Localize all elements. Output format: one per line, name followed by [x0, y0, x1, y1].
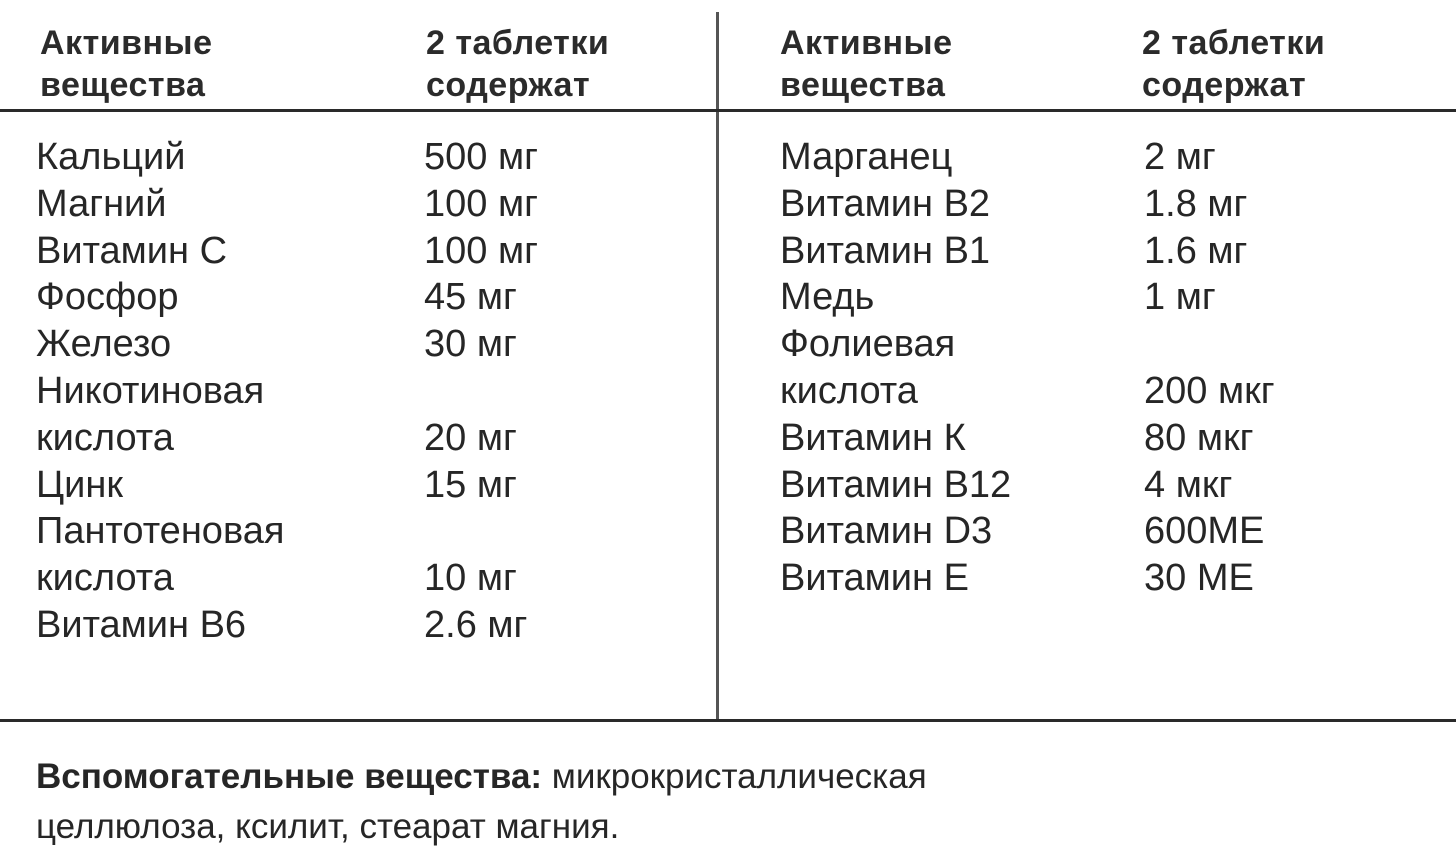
excipients-text-line2: целлюлоза, ксилит, стеарат магния. — [36, 807, 620, 846]
list-item: Витамин В6 — [36, 603, 247, 646]
right-amount-header: 2 таблетки содержат — [1142, 24, 1326, 104]
amount-value — [424, 368, 538, 415]
left-amount-header: 2 таблетки содержат — [426, 24, 610, 104]
amount-value: 15 мг — [424, 463, 517, 506]
list-item: Железо — [36, 323, 172, 366]
list-item: кислота — [36, 416, 174, 459]
list-item: Фолиевая — [780, 323, 956, 366]
amount-value: 2 мг — [1144, 136, 1216, 178]
amount-value: 4 мкг — [1144, 463, 1233, 506]
list-item: Фосфор — [36, 276, 179, 319]
right-substance-list — [780, 134, 1011, 602]
left-amount-list — [424, 134, 538, 649]
amount-value: 100 мг — [424, 229, 538, 272]
amount-value: 100 мг — [424, 182, 538, 225]
header-rule — [0, 109, 1456, 112]
excipients-text-line1: микрокристаллическая — [542, 757, 927, 796]
left-substance-header: Активные вещества — [40, 24, 213, 104]
list-item: Марганец — [780, 136, 953, 178]
list-item: Медь — [780, 276, 875, 319]
list-item: Цинк — [36, 463, 123, 506]
table-bottom-rule — [0, 719, 1456, 722]
list-item: Витамин В2 — [780, 182, 991, 225]
amount-value: 45 мг — [424, 276, 517, 319]
amount-value: 30 мг — [424, 323, 517, 366]
list-item: Пантотеновая — [36, 510, 285, 553]
amount-value: 2.6 мг — [424, 603, 528, 646]
list-item: Магний — [36, 182, 167, 225]
list-item: кислота — [36, 557, 174, 600]
list-item: Никотиновая — [36, 369, 265, 412]
amount-value: 10 мг — [424, 557, 517, 600]
left-substance-list — [36, 134, 284, 649]
list-item: Витамин К — [780, 416, 966, 459]
right-amount-list — [1144, 134, 1275, 602]
amount-value: 30 МЕ — [1144, 557, 1254, 600]
excipients-label: Вспомогательные вещества: — [36, 757, 543, 796]
amount-value: 600МЕ — [1144, 510, 1265, 553]
list-item: Витамин В1 — [780, 229, 991, 272]
list-item: Витамин Е — [780, 557, 969, 600]
amount-value: 1.8 мг — [1144, 182, 1248, 225]
amount-value: 1 мг — [1144, 276, 1216, 319]
amount-value — [424, 508, 538, 555]
right-substance-header: Активные вещества — [780, 24, 953, 104]
amount-value: 200 мкг — [1144, 369, 1275, 412]
list-item: Витамин С — [36, 229, 228, 272]
column-divider — [716, 12, 719, 721]
list-item: кислота — [780, 369, 918, 412]
amount-value — [1144, 321, 1275, 368]
amount-value: 500 мг — [424, 136, 538, 178]
amount-value: 80 мкг — [1144, 416, 1254, 459]
amount-value: 1.6 мг — [1144, 229, 1248, 272]
list-item: Кальций — [36, 136, 186, 178]
excipients-note — [36, 752, 1416, 852]
list-item: Витамин D3 — [780, 510, 993, 553]
amount-value: 20 мг — [424, 416, 517, 459]
list-item: Витамин В12 — [780, 463, 1012, 506]
